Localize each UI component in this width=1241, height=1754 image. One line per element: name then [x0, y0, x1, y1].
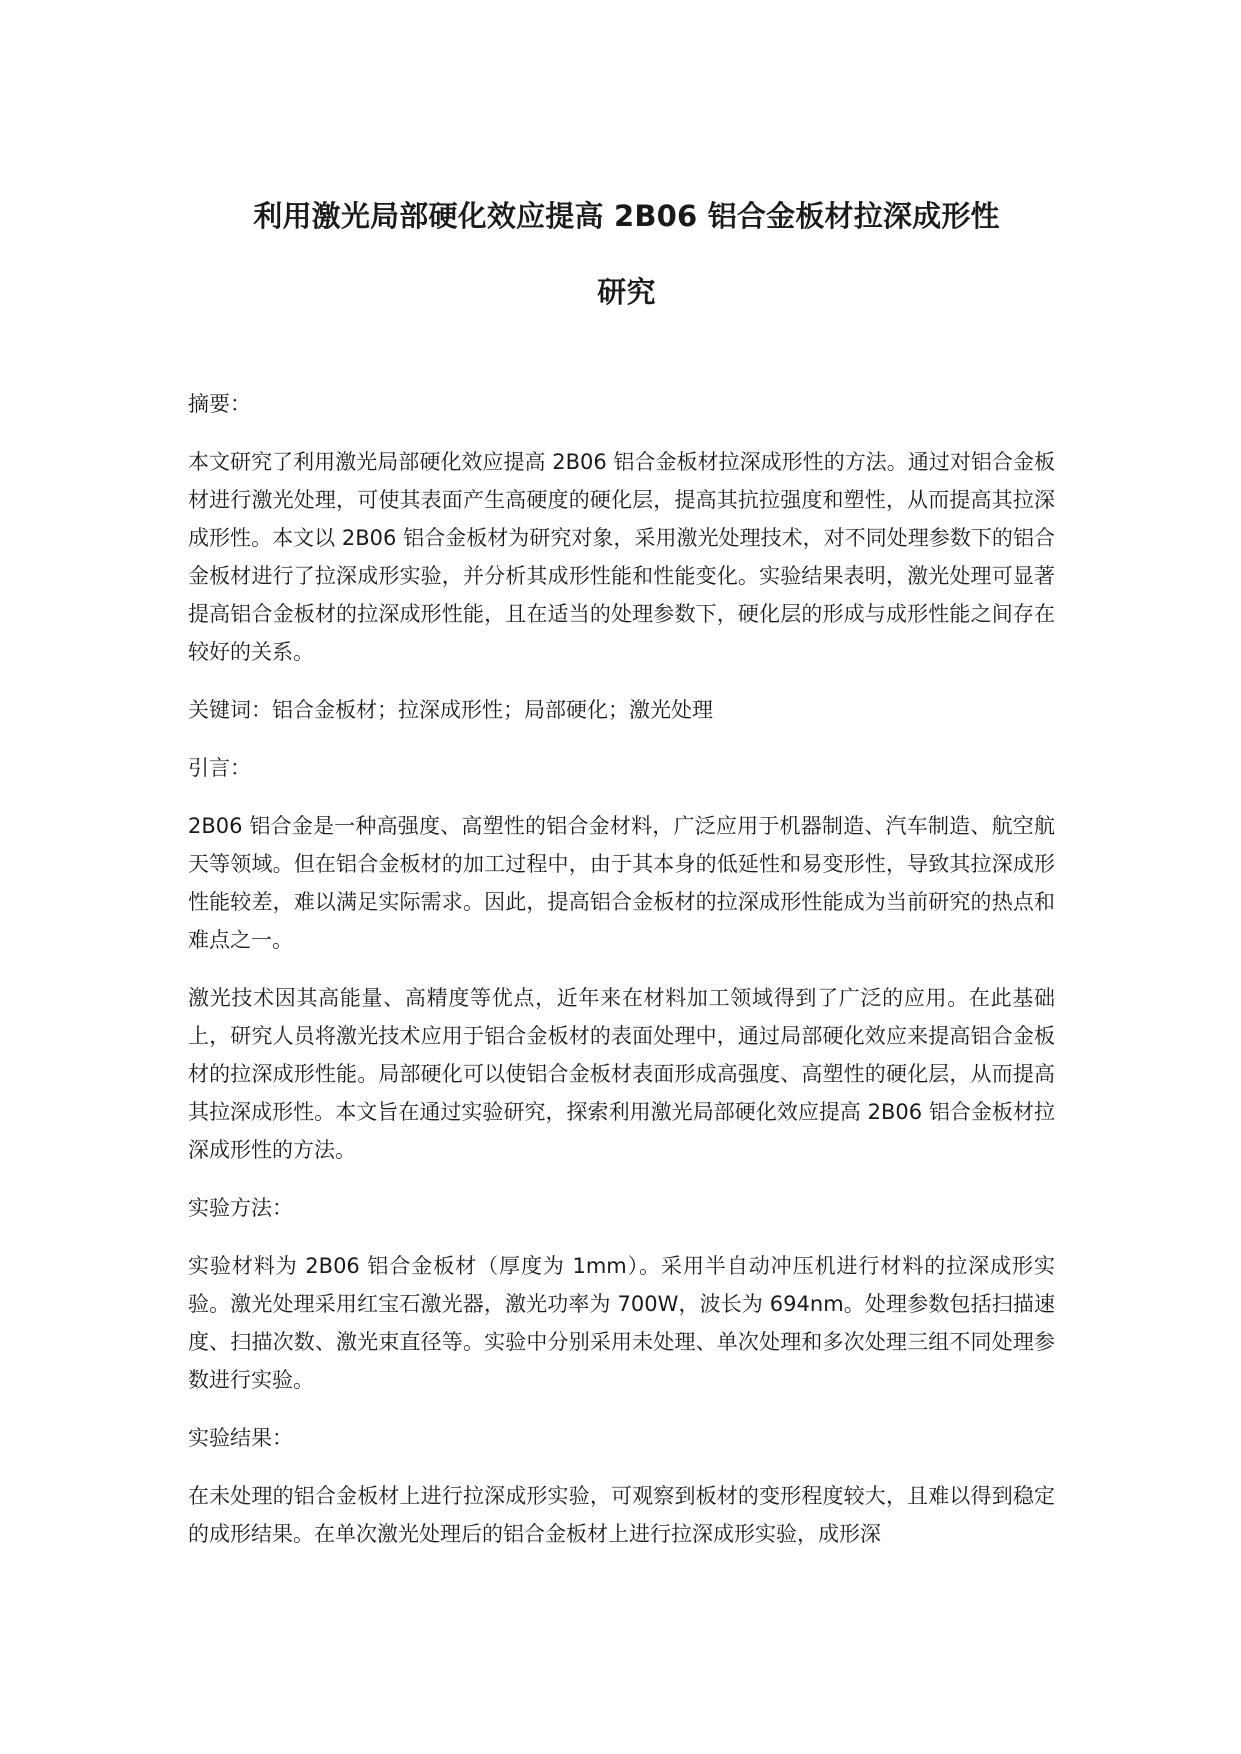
method-label: 实验方法： — [188, 1196, 293, 1220]
introduction-paragraph-1: 2B06 铝合金是一种高强度、高塑性的铝合金材料，广泛应用于机器制造、汽车制造、航空航天等领域。但在铝合金板材的加工过程中，由于其本身的低延性和易变形性，导致其拉深成形性能较差，难以满足实际需求。因此，提高铝合金板材的拉深成形性能成为当前研究的热点和难点之一。 — [188, 814, 1055, 952]
title-line-1: 利用激光局部硬化效应提高 2B06 铝合金板材拉深成形性 — [253, 199, 1000, 233]
abstract-paragraph: 本文研究了利用激光局部硬化效应提高 2B06 铝合金板材拉深成形性的方法。通过对铝合金板材进行激光处理，可使其表面产生高硬度的硬化层，提高其抗拉强度和塑性，从而提高其拉深成形性。本文以 2B06 铝合金板材为研究对象，采用激光处理技术，对不同处理参数下的铝合金板材进行了拉深成形实验，并分析其成形性能和性能变化。实验结果表明，激光处理可显著提高铝合金板材的拉深成形性能，且在适当的处理参数下，硬化层的形成与成形性能之间存在较好的关系。 — [188, 450, 1055, 664]
method-paragraph: 实验材料为 2B06 铝合金板材（厚度为 1mm）。采用半自动冲压机进行材料的拉深成形实验。激光处理采用红宝石激光器，激光功率为 700W，波长为 694nm。处理参数包括扫描速度、扫描次数、激光束直径等。实验中分别采用未处理、单次处理和多次处理三组不同处理参数进行实验。 — [188, 1254, 1055, 1392]
results-paragraph: 在未处理的铝合金板材上进行拉深成形实验，可观察到板材的变形程度较大，且难以得到稳定的成形结果。在单次激光处理后的铝合金板材上进行拉深成形实验，成形深 — [188, 1484, 1055, 1546]
abstract-label: 摘要： — [188, 392, 251, 416]
results-label: 实验结果： — [188, 1426, 293, 1450]
introduction-label: 引言： — [188, 756, 251, 780]
introduction-paragraph-2: 激光技术因其高能量、高精度等优点，近年来在材料加工领域得到了广泛的应用。在此基础上，研究人员将激光技术应用于铝合金板材的表面处理中，通过局部硬化效应来提高铝合金板材的拉深成形性能。局部硬化可以使铝合金板材表面形成高强度、高塑性的硬化层，从而提高其拉深成形性。本文旨在通过实验研究，探索利用激光局部硬化效应提高 2B06 铝合金板材拉深成形性的方法。 — [188, 986, 1055, 1162]
title-line-2: 研究 — [597, 275, 656, 309]
document-body — [188, 385, 1055, 1553]
document-title — [188, 178, 1055, 330]
keywords-line: 关键词：铝合金板材；拉深成形性；局部硬化；激光处理 — [188, 698, 713, 722]
